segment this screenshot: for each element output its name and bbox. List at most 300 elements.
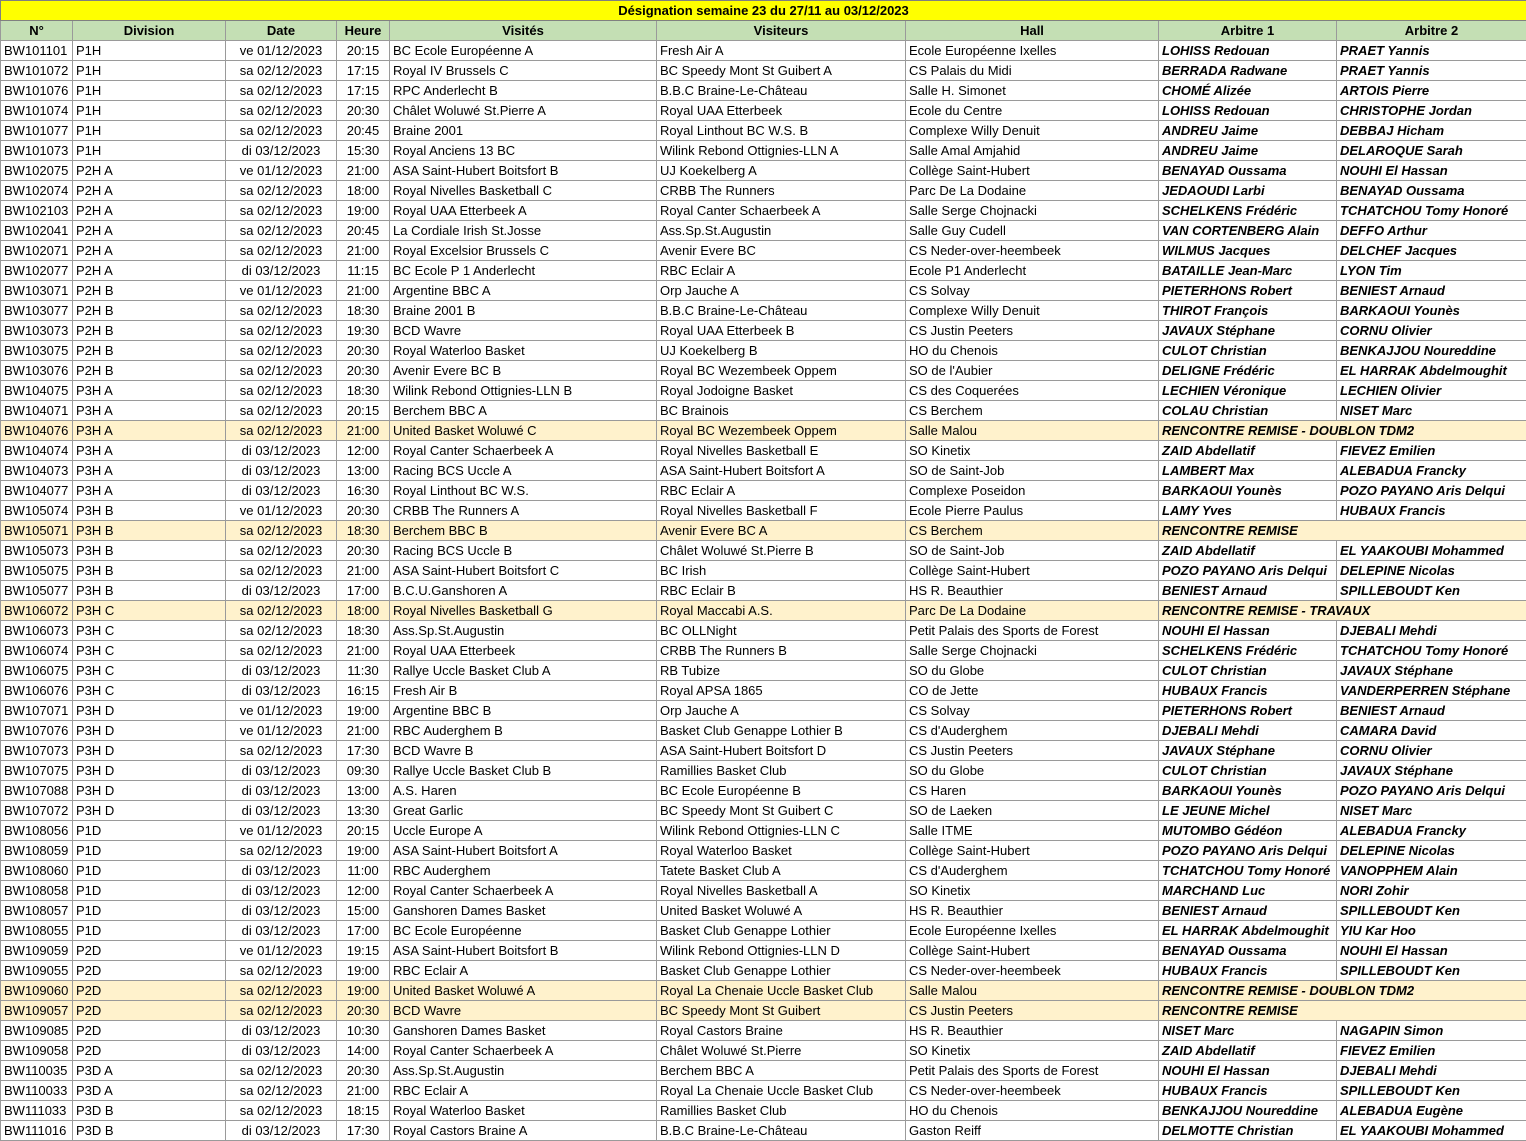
referee-2-cell[interactable]: DELCHEF Jacques [1337, 241, 1526, 261]
date-cell[interactable]: sa 02/12/2023 [226, 401, 337, 421]
referee-1-cell[interactable]: HUBAUX Francis [1159, 1081, 1337, 1101]
time-cell[interactable]: 20:30 [337, 361, 390, 381]
hall-cell[interactable]: Gaston Reiff [906, 1121, 1159, 1141]
referee-2-cell[interactable]: CORNU Olivier [1337, 321, 1526, 341]
away-team-cell[interactable]: BC Ecole Européenne B [657, 781, 906, 801]
away-team-cell[interactable]: Avenir Evere BC [657, 241, 906, 261]
home-team-cell[interactable]: Royal Waterloo Basket [390, 341, 657, 361]
hall-cell[interactable]: Ecole Européenne Ixelles [906, 41, 1159, 61]
time-cell[interactable]: 11:00 [337, 861, 390, 881]
time-cell[interactable]: 13:00 [337, 461, 390, 481]
hall-cell[interactable]: SO de Laeken [906, 801, 1159, 821]
referee-1-cell[interactable]: CULOT Christian [1159, 761, 1337, 781]
date-cell[interactable]: sa 02/12/2023 [226, 81, 337, 101]
referee-1-cell[interactable]: MARCHAND Luc [1159, 881, 1337, 901]
home-team-cell[interactable]: Argentine BBC A [390, 281, 657, 301]
time-cell[interactable]: 20:30 [337, 1061, 390, 1081]
date-cell[interactable]: sa 02/12/2023 [226, 541, 337, 561]
match-number-cell[interactable]: BW108059 [1, 841, 73, 861]
division-cell[interactable]: P3H C [73, 601, 226, 621]
hall-cell[interactable]: Collège Saint-Hubert [906, 561, 1159, 581]
referee-1-cell[interactable]: JEDAOUDI Larbi [1159, 181, 1337, 201]
home-team-cell[interactable]: Berchem BBC B [390, 521, 657, 541]
hall-cell[interactable]: Complexe Willy Denuit [906, 301, 1159, 321]
referee-2-cell[interactable]: CAMARA David [1337, 721, 1526, 741]
hall-cell[interactable]: CS des Coquerées [906, 381, 1159, 401]
date-cell[interactable]: sa 02/12/2023 [226, 121, 337, 141]
referee-2-cell[interactable]: CHRISTOPHE Jordan [1337, 101, 1526, 121]
hall-cell[interactable]: CS Neder-over-heembeek [906, 1081, 1159, 1101]
home-team-cell[interactable]: Avenir Evere BC B [390, 361, 657, 381]
away-team-cell[interactable]: Wilink Rebond Ottignies-LLN D [657, 941, 906, 961]
home-team-cell[interactable]: Royal UAA Etterbeek [390, 641, 657, 661]
date-cell[interactable]: di 03/12/2023 [226, 681, 337, 701]
home-team-cell[interactable]: Berchem BBC A [390, 401, 657, 421]
hall-cell[interactable]: CO de Jette [906, 681, 1159, 701]
date-cell[interactable]: di 03/12/2023 [226, 801, 337, 821]
time-cell[interactable]: 17:15 [337, 61, 390, 81]
date-cell[interactable]: di 03/12/2023 [226, 141, 337, 161]
match-number-cell[interactable]: BW104073 [1, 461, 73, 481]
referee-1-cell[interactable]: VAN CORTENBERG Alain [1159, 221, 1337, 241]
referee-1-cell[interactable]: THIROT François [1159, 301, 1337, 321]
match-number-cell[interactable]: BW105075 [1, 561, 73, 581]
match-number-cell[interactable]: BW102041 [1, 221, 73, 241]
home-team-cell[interactable]: United Basket Woluwé C [390, 421, 657, 441]
home-team-cell[interactable]: Racing BCS Uccle B [390, 541, 657, 561]
referee-2-cell[interactable]: CORNU Olivier [1337, 741, 1526, 761]
away-team-cell[interactable]: Ass.Sp.St.Augustin [657, 221, 906, 241]
hall-cell[interactable]: Salle Amal Amjahid [906, 141, 1159, 161]
date-cell[interactable]: sa 02/12/2023 [226, 521, 337, 541]
referee-1-cell[interactable]: NISET Marc [1159, 1021, 1337, 1041]
referee-1-cell[interactable]: NOUHI El Hassan [1159, 621, 1337, 641]
match-number-cell[interactable]: BW101073 [1, 141, 73, 161]
time-cell[interactable]: 21:00 [337, 241, 390, 261]
hall-cell[interactable]: HO du Chenois [906, 1101, 1159, 1121]
hall-cell[interactable]: HS R. Beauthier [906, 581, 1159, 601]
referee-1-cell[interactable]: BENKAJJOU Noureddine [1159, 1101, 1337, 1121]
home-team-cell[interactable]: Royal IV Brussels C [390, 61, 657, 81]
time-cell[interactable]: 13:00 [337, 781, 390, 801]
division-cell[interactable]: P2D [73, 1041, 226, 1061]
time-cell[interactable]: 19:15 [337, 941, 390, 961]
home-team-cell[interactable]: Royal UAA Etterbeek A [390, 201, 657, 221]
referee-2-cell[interactable]: DEFFO Arthur [1337, 221, 1526, 241]
date-cell[interactable]: sa 02/12/2023 [226, 981, 337, 1001]
division-cell[interactable]: P1H [73, 81, 226, 101]
away-team-cell[interactable]: Royal Linthout BC W.S. B [657, 121, 906, 141]
home-team-cell[interactable]: BC Ecole Européenne A [390, 41, 657, 61]
away-team-cell[interactable]: BC Speedy Mont St Guibert [657, 1001, 906, 1021]
home-team-cell[interactable]: ASA Saint-Hubert Boitsfort B [390, 941, 657, 961]
date-cell[interactable]: di 03/12/2023 [226, 1041, 337, 1061]
date-cell[interactable]: sa 02/12/2023 [226, 101, 337, 121]
referee-1-cell[interactable]: POZO PAYANO Aris Delqui [1159, 561, 1337, 581]
match-number-cell[interactable]: BW102075 [1, 161, 73, 181]
col-header-hall[interactable]: Hall [906, 21, 1159, 41]
home-team-cell[interactable]: RPC Anderlecht B [390, 81, 657, 101]
referee-2-cell[interactable]: SPILLEBOUDT Ken [1337, 581, 1526, 601]
away-team-cell[interactable]: ASA Saint-Hubert Boitsfort D [657, 741, 906, 761]
division-cell[interactable]: P3H C [73, 661, 226, 681]
hall-cell[interactable]: SO de Saint-Job [906, 461, 1159, 481]
hall-cell[interactable]: CS Haren [906, 781, 1159, 801]
hall-cell[interactable]: HO du Chenois [906, 341, 1159, 361]
referee-2-cell[interactable]: LYON Tim [1337, 261, 1526, 281]
date-cell[interactable]: di 03/12/2023 [226, 901, 337, 921]
home-team-cell[interactable]: Racing BCS Uccle A [390, 461, 657, 481]
match-number-cell[interactable]: BW104071 [1, 401, 73, 421]
time-cell[interactable]: 20:30 [337, 1001, 390, 1021]
match-number-cell[interactable]: BW106074 [1, 641, 73, 661]
referee-2-cell[interactable]: BENIEST Arnaud [1337, 281, 1526, 301]
referee-2-cell[interactable]: EL HARRAK Abdelmoughit [1337, 361, 1526, 381]
match-number-cell[interactable]: BW101072 [1, 61, 73, 81]
referee-1-cell[interactable]: HUBAUX Francis [1159, 681, 1337, 701]
referee-1-cell[interactable]: LAMY Yves [1159, 501, 1337, 521]
date-cell[interactable]: di 03/12/2023 [226, 881, 337, 901]
division-cell[interactable]: P2H A [73, 261, 226, 281]
referee-2-cell[interactable]: EL YAAKOUBI Mohammed [1337, 541, 1526, 561]
time-cell[interactable]: 18:30 [337, 521, 390, 541]
home-team-cell[interactable]: Ass.Sp.St.Augustin [390, 621, 657, 641]
hall-cell[interactable]: Collège Saint-Hubert [906, 841, 1159, 861]
hall-cell[interactable]: SO de Saint-Job [906, 541, 1159, 561]
referee-2-cell[interactable]: LECHIEN Olivier [1337, 381, 1526, 401]
time-cell[interactable]: 17:30 [337, 741, 390, 761]
referee-2-cell[interactable]: SPILLEBOUDT Ken [1337, 901, 1526, 921]
division-cell[interactable]: P3H A [73, 381, 226, 401]
date-cell[interactable]: sa 02/12/2023 [226, 641, 337, 661]
away-team-cell[interactable]: Ramillies Basket Club [657, 1101, 906, 1121]
referee-1-cell[interactable]: LECHIEN Véronique [1159, 381, 1337, 401]
home-team-cell[interactable]: Royal Waterloo Basket [390, 1101, 657, 1121]
division-cell[interactable]: P2D [73, 941, 226, 961]
col-header-away[interactable]: Visiteurs [657, 21, 906, 41]
division-cell[interactable]: P3H B [73, 521, 226, 541]
away-team-cell[interactable]: RBC Eclair A [657, 481, 906, 501]
home-team-cell[interactable]: Royal Castors Braine A [390, 1121, 657, 1141]
hall-cell[interactable]: Salle Malou [906, 981, 1159, 1001]
hall-cell[interactable]: Parc De La Dodaine [906, 601, 1159, 621]
away-team-cell[interactable]: Ramillies Basket Club [657, 761, 906, 781]
referee-1-cell[interactable]: TCHATCHOU Tomy Honoré [1159, 861, 1337, 881]
home-team-cell[interactable]: Braine 2001 [390, 121, 657, 141]
home-team-cell[interactable]: La Cordiale Irish St.Josse [390, 221, 657, 241]
division-cell[interactable]: P2H A [73, 161, 226, 181]
referee-2-cell[interactable]: BARKAOUI Younès [1337, 301, 1526, 321]
hall-cell[interactable]: Parc De La Dodaine [906, 181, 1159, 201]
date-cell[interactable]: di 03/12/2023 [226, 461, 337, 481]
date-cell[interactable]: di 03/12/2023 [226, 261, 337, 281]
division-cell[interactable]: P2D [73, 1001, 226, 1021]
match-number-cell[interactable]: BW104074 [1, 441, 73, 461]
home-team-cell[interactable]: Ganshoren Dames Basket [390, 1021, 657, 1041]
referee-2-cell[interactable]: NORI Zohir [1337, 881, 1526, 901]
referee-1-cell[interactable]: BARKAOUI Younès [1159, 481, 1337, 501]
date-cell[interactable]: sa 02/12/2023 [226, 601, 337, 621]
referee-1-cell[interactable]: PIETERHONS Robert [1159, 281, 1337, 301]
time-cell[interactable]: 17:30 [337, 1121, 390, 1141]
referee-2-cell[interactable]: ALEBADUA Eugène [1337, 1101, 1526, 1121]
referee-2-cell[interactable]: DELAROQUE Sarah [1337, 141, 1526, 161]
hall-cell[interactable]: Salle Guy Cudell [906, 221, 1159, 241]
time-cell[interactable]: 11:15 [337, 261, 390, 281]
away-team-cell[interactable]: Wilink Rebond Ottignies-LLN C [657, 821, 906, 841]
date-cell[interactable]: ve 01/12/2023 [226, 721, 337, 741]
date-cell[interactable]: sa 02/12/2023 [226, 341, 337, 361]
home-team-cell[interactable]: Royal Anciens 13 BC [390, 141, 657, 161]
division-cell[interactable]: P2D [73, 981, 226, 1001]
match-number-cell[interactable]: BW101077 [1, 121, 73, 141]
away-team-cell[interactable]: Royal APSA 1865 [657, 681, 906, 701]
time-cell[interactable]: 21:00 [337, 421, 390, 441]
date-cell[interactable]: sa 02/12/2023 [226, 1061, 337, 1081]
hall-cell[interactable]: Ecole Pierre Paulus [906, 501, 1159, 521]
hall-cell[interactable]: CS Justin Peeters [906, 1001, 1159, 1021]
time-cell[interactable]: 19:00 [337, 981, 390, 1001]
away-team-cell[interactable]: BC Speedy Mont St Guibert C [657, 801, 906, 821]
time-cell[interactable]: 13:30 [337, 801, 390, 821]
division-cell[interactable]: P3H D [73, 761, 226, 781]
time-cell[interactable]: 20:15 [337, 821, 390, 841]
away-team-cell[interactable]: Royal Nivelles Basketball E [657, 441, 906, 461]
division-cell[interactable]: P3H D [73, 701, 226, 721]
home-team-cell[interactable]: ASA Saint-Hubert Boitsfort B [390, 161, 657, 181]
match-number-cell[interactable]: BW111033 [1, 1101, 73, 1121]
hall-cell[interactable]: Salle Malou [906, 421, 1159, 441]
hall-cell[interactable]: SO du Globe [906, 661, 1159, 681]
match-number-cell[interactable]: BW102071 [1, 241, 73, 261]
division-cell[interactable]: P3H D [73, 721, 226, 741]
referee-1-cell[interactable]: CHOMÉ Alizée [1159, 81, 1337, 101]
referee-2-cell[interactable]: FIEVEZ Emilien [1337, 441, 1526, 461]
date-cell[interactable]: sa 02/12/2023 [226, 421, 337, 441]
away-team-cell[interactable]: Royal BC Wezembeek Oppem [657, 421, 906, 441]
col-header-home[interactable]: Visités [390, 21, 657, 41]
referee-1-cell[interactable]: BATAILLE Jean-Marc [1159, 261, 1337, 281]
hall-cell[interactable]: Salle Serge Chojnacki [906, 201, 1159, 221]
home-team-cell[interactable]: Braine 2001 B [390, 301, 657, 321]
home-team-cell[interactable]: RBC Eclair A [390, 1081, 657, 1101]
referee-2-cell[interactable]: DJEBALI Mehdi [1337, 1061, 1526, 1081]
hall-cell[interactable]: Petit Palais des Sports de Forest [906, 1061, 1159, 1081]
date-cell[interactable]: sa 02/12/2023 [226, 361, 337, 381]
date-cell[interactable]: sa 02/12/2023 [226, 61, 337, 81]
date-cell[interactable]: di 03/12/2023 [226, 1021, 337, 1041]
away-team-cell[interactable]: Royal Canter Schaerbeek A [657, 201, 906, 221]
col-header-referee-2[interactable]: Arbitre 2 [1337, 21, 1526, 41]
hall-cell[interactable]: HS R. Beauthier [906, 901, 1159, 921]
away-team-cell[interactable]: Royal Nivelles Basketball A [657, 881, 906, 901]
date-cell[interactable]: sa 02/12/2023 [226, 241, 337, 261]
date-cell[interactable]: sa 02/12/2023 [226, 301, 337, 321]
match-number-cell[interactable]: BW105074 [1, 501, 73, 521]
home-team-cell[interactable]: RBC Auderghem B [390, 721, 657, 741]
division-cell[interactable]: P1D [73, 901, 226, 921]
time-cell[interactable]: 18:30 [337, 301, 390, 321]
match-number-cell[interactable]: BW105077 [1, 581, 73, 601]
referee-2-cell[interactable]: POZO PAYANO Aris Delqui [1337, 781, 1526, 801]
hall-cell[interactable]: SO Kinetix [906, 881, 1159, 901]
referee-2-cell[interactable]: VANOPPHEM Alain [1337, 861, 1526, 881]
match-number-cell[interactable]: BW101074 [1, 101, 73, 121]
division-cell[interactable]: P1D [73, 881, 226, 901]
match-number-cell[interactable]: BW108057 [1, 901, 73, 921]
date-cell[interactable]: di 03/12/2023 [226, 581, 337, 601]
away-team-cell[interactable]: Royal Castors Braine [657, 1021, 906, 1041]
match-number-cell[interactable]: BW105071 [1, 521, 73, 541]
home-team-cell[interactable]: Ass.Sp.St.Augustin [390, 1061, 657, 1081]
referee-1-cell[interactable]: COLAU Christian [1159, 401, 1337, 421]
match-number-cell[interactable]: BW107076 [1, 721, 73, 741]
match-number-cell[interactable]: BW107075 [1, 761, 73, 781]
away-team-cell[interactable]: RBC Eclair B [657, 581, 906, 601]
match-number-cell[interactable]: BW107073 [1, 741, 73, 761]
division-cell[interactable]: P2H B [73, 301, 226, 321]
hall-cell[interactable]: Complexe Willy Denuit [906, 121, 1159, 141]
time-cell[interactable]: 17:00 [337, 921, 390, 941]
division-cell[interactable]: P2H A [73, 181, 226, 201]
time-cell[interactable]: 14:00 [337, 1041, 390, 1061]
postponed-note-cell[interactable]: RENCONTRE REMISE - DOUBLON TDM2 [1159, 981, 1526, 1001]
col-header-time[interactable]: Heure [337, 21, 390, 41]
date-cell[interactable]: sa 02/12/2023 [226, 181, 337, 201]
hall-cell[interactable]: CS Palais du Midi [906, 61, 1159, 81]
time-cell[interactable]: 20:45 [337, 221, 390, 241]
division-cell[interactable]: P3D A [73, 1081, 226, 1101]
date-cell[interactable]: di 03/12/2023 [226, 481, 337, 501]
match-number-cell[interactable]: BW107088 [1, 781, 73, 801]
home-team-cell[interactable]: BC Ecole P 1 Anderlecht [390, 261, 657, 281]
referee-1-cell[interactable]: BARKAOUI Younès [1159, 781, 1337, 801]
referee-1-cell[interactable]: LAMBERT Max [1159, 461, 1337, 481]
match-number-cell[interactable]: BW102103 [1, 201, 73, 221]
division-cell[interactable]: P1H [73, 101, 226, 121]
referee-1-cell[interactable]: BERRADA Radwane [1159, 61, 1337, 81]
time-cell[interactable]: 16:30 [337, 481, 390, 501]
division-cell[interactable]: P2H B [73, 361, 226, 381]
home-team-cell[interactable]: Royal Nivelles Basketball C [390, 181, 657, 201]
referee-2-cell[interactable]: SPILLEBOUDT Ken [1337, 1081, 1526, 1101]
away-team-cell[interactable]: Royal Waterloo Basket [657, 841, 906, 861]
date-cell[interactable]: di 03/12/2023 [226, 781, 337, 801]
time-cell[interactable]: 17:15 [337, 81, 390, 101]
division-cell[interactable]: P2H A [73, 201, 226, 221]
time-cell[interactable]: 20:30 [337, 341, 390, 361]
match-number-cell[interactable]: BW103071 [1, 281, 73, 301]
time-cell[interactable]: 21:00 [337, 1081, 390, 1101]
date-cell[interactable]: sa 02/12/2023 [226, 321, 337, 341]
referee-2-cell[interactable]: DEBBAJ Hicham [1337, 121, 1526, 141]
referee-2-cell[interactable]: VANDERPERREN Stéphane [1337, 681, 1526, 701]
time-cell[interactable]: 09:30 [337, 761, 390, 781]
division-cell[interactable]: P2H B [73, 341, 226, 361]
time-cell[interactable]: 20:15 [337, 41, 390, 61]
division-cell[interactable]: P1D [73, 841, 226, 861]
match-number-cell[interactable]: BW110035 [1, 1061, 73, 1081]
away-team-cell[interactable]: B.B.C Braine-Le-Château [657, 81, 906, 101]
away-team-cell[interactable]: Basket Club Genappe Lothier B [657, 721, 906, 741]
hall-cell[interactable]: Salle H. Simonet [906, 81, 1159, 101]
date-cell[interactable]: sa 02/12/2023 [226, 561, 337, 581]
referee-1-cell[interactable]: BENIEST Arnaud [1159, 901, 1337, 921]
away-team-cell[interactable]: Orp Jauche A [657, 701, 906, 721]
referee-1-cell[interactable]: WILMUS Jacques [1159, 241, 1337, 261]
home-team-cell[interactable]: RBC Auderghem [390, 861, 657, 881]
referee-1-cell[interactable]: ZAID Abdellatif [1159, 1041, 1337, 1061]
postponed-note-cell[interactable]: RENCONTRE REMISE [1159, 1001, 1526, 1021]
date-cell[interactable]: ve 01/12/2023 [226, 701, 337, 721]
home-team-cell[interactable]: United Basket Woluwé A [390, 981, 657, 1001]
match-number-cell[interactable]: BW109085 [1, 1021, 73, 1041]
referee-2-cell[interactable]: PRAET Yannis [1337, 61, 1526, 81]
referee-2-cell[interactable]: YIU Kar Hoo [1337, 921, 1526, 941]
hall-cell[interactable]: CS Justin Peeters [906, 321, 1159, 341]
time-cell[interactable]: 18:15 [337, 1101, 390, 1121]
referee-1-cell[interactable]: PIETERHONS Robert [1159, 701, 1337, 721]
date-cell[interactable]: di 03/12/2023 [226, 661, 337, 681]
division-cell[interactable]: P1D [73, 821, 226, 841]
match-number-cell[interactable]: BW105073 [1, 541, 73, 561]
away-team-cell[interactable]: BC Brainois [657, 401, 906, 421]
home-team-cell[interactable]: Wilink Rebond Ottignies-LLN B [390, 381, 657, 401]
division-cell[interactable]: P3H C [73, 681, 226, 701]
home-team-cell[interactable]: BCD Wavre [390, 1001, 657, 1021]
away-team-cell[interactable]: B.B.C Braine-Le-Château [657, 1121, 906, 1141]
referee-1-cell[interactable]: ZAID Abdellatif [1159, 541, 1337, 561]
time-cell[interactable]: 18:00 [337, 181, 390, 201]
match-number-cell[interactable]: BW109057 [1, 1001, 73, 1021]
hall-cell[interactable]: CS Berchem [906, 401, 1159, 421]
division-cell[interactable]: P3H A [73, 421, 226, 441]
division-cell[interactable]: P1D [73, 921, 226, 941]
home-team-cell[interactable]: Royal Canter Schaerbeek A [390, 1041, 657, 1061]
hall-cell[interactable]: HS R. Beauthier [906, 1021, 1159, 1041]
referee-2-cell[interactable]: DELEPINE Nicolas [1337, 561, 1526, 581]
referee-1-cell[interactable]: JAVAUX Stéphane [1159, 741, 1337, 761]
division-cell[interactable]: P3H A [73, 461, 226, 481]
home-team-cell[interactable]: Royal Canter Schaerbeek A [390, 441, 657, 461]
col-header-date[interactable]: Date [226, 21, 337, 41]
time-cell[interactable]: 19:00 [337, 201, 390, 221]
referee-1-cell[interactable]: HUBAUX Francis [1159, 961, 1337, 981]
referee-1-cell[interactable]: NOUHI El Hassan [1159, 1061, 1337, 1081]
division-cell[interactable]: P3H B [73, 581, 226, 601]
date-cell[interactable]: ve 01/12/2023 [226, 941, 337, 961]
referee-2-cell[interactable]: BENKAJJOU Noureddine [1337, 341, 1526, 361]
referee-1-cell[interactable]: DELMOTTE Christian [1159, 1121, 1337, 1141]
away-team-cell[interactable]: Royal Maccabi A.S. [657, 601, 906, 621]
division-cell[interactable]: P3D B [73, 1121, 226, 1141]
home-team-cell[interactable]: Argentine BBC B [390, 701, 657, 721]
referee-2-cell[interactable]: EL YAAKOUBI Mohammed [1337, 1121, 1526, 1141]
away-team-cell[interactable]: Royal La Chenaie Uccle Basket Club [657, 981, 906, 1001]
date-cell[interactable]: sa 02/12/2023 [226, 381, 337, 401]
division-cell[interactable]: P3H D [73, 781, 226, 801]
time-cell[interactable]: 18:30 [337, 381, 390, 401]
away-team-cell[interactable]: Basket Club Genappe Lothier [657, 961, 906, 981]
referee-2-cell[interactable]: BENAYAD Oussama [1337, 181, 1526, 201]
hall-cell[interactable]: CS Neder-over-heembeek [906, 961, 1159, 981]
referee-1-cell[interactable]: LOHISS Redouan [1159, 101, 1337, 121]
time-cell[interactable]: 20:30 [337, 101, 390, 121]
division-cell[interactable]: P2D [73, 961, 226, 981]
referee-2-cell[interactable]: HUBAUX Francis [1337, 501, 1526, 521]
referee-2-cell[interactable]: NAGAPIN Simon [1337, 1021, 1526, 1041]
hall-cell[interactable]: Complexe Poseidon [906, 481, 1159, 501]
